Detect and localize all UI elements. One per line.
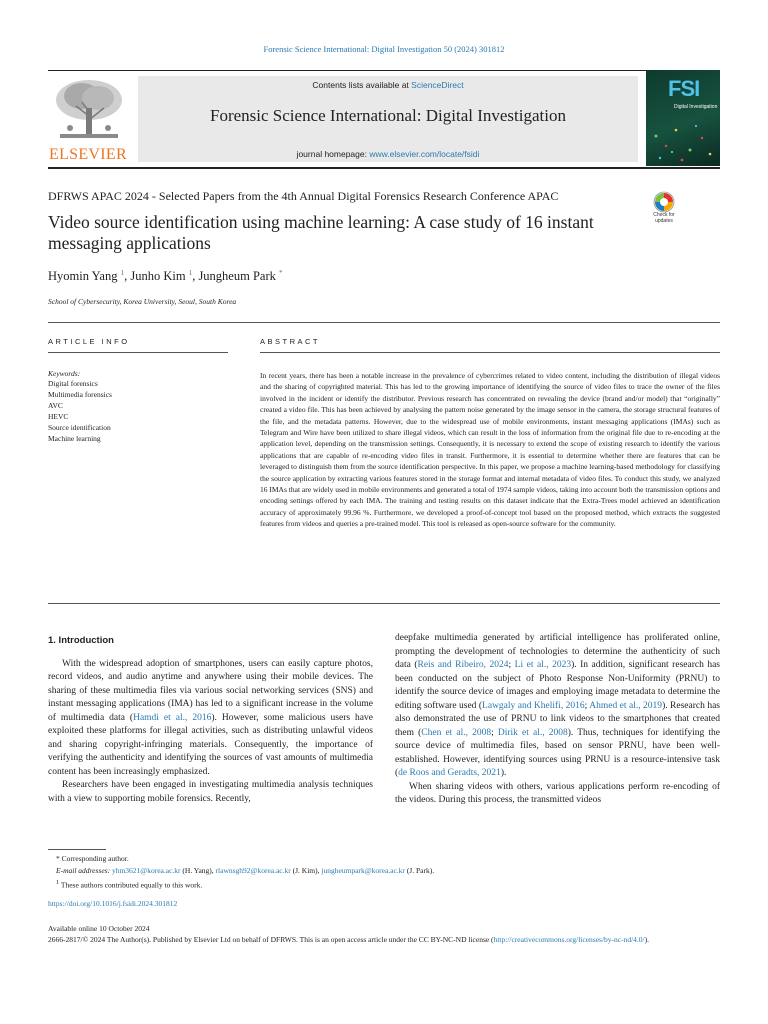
keyword-item: Multimedia forensics [48,390,112,399]
elsevier-tree-icon [52,76,126,142]
contents-prefix: Contents lists available at [312,80,412,90]
body-column-left [48,634,373,806]
homepage-prefix: journal homepage: [296,149,370,159]
masthead-top-rule [48,70,720,71]
masthead-bottom-rule [48,167,720,169]
email-link[interactable]: yhm3621@korea.ac.kr [111,866,181,875]
footnote-emails [48,865,720,877]
author-list [48,269,648,284]
paragraph [395,632,720,781]
citation-link[interactable]: de Roos and Geradts, 2021 [398,768,501,778]
crossmark-icon [646,191,682,213]
abstract-text: In recent years, there has been a notable increase in the prevalence of cybercrimes related to video content, including the distribution of illegal videos and the sharing of copyrighted material. This has led to the growing importance of identifying the source of video files to trace the owner of the files involved in the incident or identify the distributor. Previous research has concentrated on revealing the device (brand and/or model) that “originally” created a video file. This has been achieved by analysing the pattern noise generated by the image sensor in the camera, the storage structural features of the file, and the metadata patterns. However, due to the widespread use of mobile environments, instant messaging applications (IMAs) such as Telegram and Wire have been utilized to share illegal videos, which can result in the loss of information from the original file due to re-encoding at the application level, depending on the transmission settings. Consequently, it is necessary to extend the scope of existing research to identify the various applications that are capable of re-encoding video files in transit. Furthermore, it is essential to determine whether there are features that can be leveraged to distinguish them from the source identification perspective. In this paper, we propose a machine learning-based methodology for classifying the source application by extracting various features stored in the storage format and internal metadata of video files. To conduct this study, we analyzed 16 IMAs that are widely used in mobile environments and generated a total of 1974 sample videos, taking into account both the transmission options and encoding settings offered by each IMA. The training and testing results on this dataset indicate that the Extra-Trees model achieved an identification accuracy of approximately 99.96 %. Furthermore, we developed a proof-of-concept tool based on the proposed method, which extracts the suggested features from videos and queries a pre-trained model. This tool is released as open-source software for the community. [260,371,720,529]
license-end: ). [644,935,650,944]
abstract-heading: ABSTRACT [260,337,720,353]
author-mark: 1 [188,269,193,277]
footnote-equal [48,877,720,892]
email-link[interactable]: rlawnsgh92@korea.ac.kr [215,866,291,875]
license-text: 2666-2817/© 2024 The Author(s). Published by Elsevier Ltd on behalf of DFRWS. This is an open access article under the CC BY-NC-ND license ( [48,935,494,944]
email-owner: (J. Park). [404,866,435,875]
paragraph-text: ). In addition, significant research has been conducted on the subject of Photo Response Non-Uniformity (PRNU) to identify the source device of images and employing image metadata to determine the editing software used ( [395,660,720,711]
paragraph-text: When sharing videos with others, various applications perform re-encoding of the videos. During this process, the transmitted videos [395,781,720,805]
article-title: Video source identification using machine learning: A case study of 16 instant messaging applications [48,212,594,253]
paragraph-text: ). Thus, techniques for identifying the source device of multimedia files, based on sensor PRNU, have been well-established. However, identifying sources using PRNU is a resource-intensive task ( [395,727,720,778]
journal-masthead [48,70,720,168]
journal-info-panel [138,76,638,162]
article-info-heading: ARTICLE INFO [48,337,228,353]
section-heading: 1. Introduction [48,635,114,646]
paragraph [48,658,373,780]
journal-citation-link[interactable]: Forensic Science International: Digital Investigation 50 (2024) 301812 [263,44,505,54]
author-name: Jungheum Park [198,269,276,284]
section-rule [48,322,720,323]
author[interactable] [198,269,282,283]
abstract-column [260,337,720,530]
sciencedirect-link[interactable]: ScienceDirect [411,80,464,90]
availability-block [48,923,720,945]
conference-series: DFRWS APAC 2024 - Selected Papers from the 4th Annual Digital Forensics Research Conference APAC [48,189,559,203]
elsevier-logo[interactable] [48,76,128,162]
author-separator: , [192,269,199,284]
keyword-item: Source identification [48,423,111,432]
journal-title: Forensic Science International: Digital Investigation [210,106,566,125]
keyword-item: HEVC [48,412,69,421]
author-name: Hyomin Yang [48,269,118,284]
contents-line [138,80,638,90]
cover-subtitle: Digital Investigation [674,104,718,110]
paragraph [48,779,373,806]
keyword-item: AVC [48,401,63,410]
email-label: E-mail addresses: [56,866,112,875]
email-owner: (J. Kim), [290,866,322,875]
affiliation: School of Cybersecurity, Korea University, Seoul, South Korea [48,297,237,306]
crossmark-label: Check for updates [653,212,675,224]
journal-homepage-link[interactable]: www.elsevier.com/locate/fsidi [369,149,480,159]
available-online: Available online 10 October 2024 [48,924,150,933]
paragraph-text: Researchers have been engaged in investigating multimedia analysis techniques with a view to supporting mobile forensics. Recently, [48,780,373,804]
paragraph-text: deepfake multimedia generated by artificial intelligence has proliferated online, prompting the development of technologies to determine the authenticity of such data ( [395,633,720,670]
paragraph-text: ). [500,768,507,778]
citation-link[interactable]: Lawgaly and Khelifi, 2016 [482,700,585,711]
citation-link[interactable]: Dirik et al., 2008 [497,727,568,738]
footnotes [48,853,720,892]
journal-cover-image[interactable] [646,70,720,166]
paragraph-text: ). Research has also demonstrated the use of PRNU to link videos to the smartphones that created them ( [395,700,720,738]
paragraph-text: ; [508,660,515,670]
paragraph-text: ; [584,700,590,711]
paragraph-text: ; [491,727,498,738]
email-link[interactable]: jungheumpark@korea.ac.kr [321,866,405,875]
license-line [48,934,720,945]
footnote-mark: 1 [56,879,60,886]
paragraph [395,781,720,808]
citation-link[interactable]: Chen et al., 2008 [421,727,492,738]
crossmark-badge[interactable] [646,191,682,231]
keyword-item: Machine learning [48,434,101,443]
author-mark: 1 [120,269,125,277]
footnote-mark: * [56,854,60,863]
equal-contribution-text: These authors contributed equally to this work. [60,880,203,890]
doi-link[interactable]: https://doi.org/10.1016/j.fsidi.2024.301812 [48,899,178,908]
article-info-column [48,337,228,444]
publisher-name: ELSEVIER [49,146,127,163]
cover-abbrev: FSI [668,76,700,101]
paragraph-text: ). However, some malicious users have exploited these platforms for illegal activities, such as distributing unlawful videos and sharing copyright-infringing materials. Consequently, the importance of verifying the authenticity and identifying the sources of vast amounts of multimedia content has been increasingly emphasized. [48,712,373,777]
footnote-rule [48,849,106,850]
author-name: Junho Kim [130,269,186,284]
corresponding-text: Corresponding author. [61,854,129,863]
section-rule [48,603,720,604]
author[interactable] [48,269,124,283]
citation-link[interactable]: Li et al., 2023 [514,660,572,670]
email-owner: (H. Yang), [180,866,216,875]
footnote-corresponding [48,853,720,865]
citation-link[interactable]: Hamdi et al., 2016 [133,712,212,723]
author-separator: , [124,269,131,284]
author-mark: * [279,269,283,277]
body-column-right [395,632,720,808]
cover-pattern-icon [646,116,720,166]
citation-link[interactable]: Reis and Ribeiro, 2024 [417,660,509,670]
citation-link[interactable]: Ahmed et al., 2019 [589,700,663,711]
paragraph-text: With the widespread adoption of smartphones, users can easily capture photos, record videos, and audio anytime and anywhere using their mobile devices. The sharing of these multimedia files via various social networking services (SNS) and instant messaging applications (IMA) has led to a significant increase in the volume of multimedia data ( [48,658,373,723]
author[interactable] [130,269,192,283]
keywords-label: Keywords: [48,369,81,378]
homepage-line [138,149,638,159]
keyword-item: Digital forensics [48,379,98,388]
license-link[interactable]: http://creativecommons.org/licenses/by-nc-nd/4.0/ [493,935,645,944]
